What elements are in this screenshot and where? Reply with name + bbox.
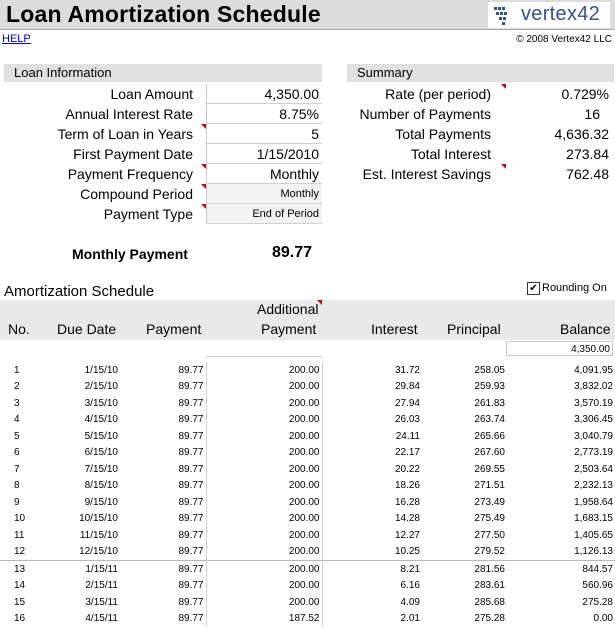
term-of-loan-input[interactable]: 5 — [206, 124, 322, 144]
table-row — [0, 544, 615, 561]
row-additional-payment[interactable]: 200.00 — [206, 578, 322, 595]
col-no: No. — [8, 321, 30, 337]
annual-interest-rate-input[interactable]: 8.75% — [206, 104, 322, 124]
row-additional-payment[interactable]: 200.00 — [206, 527, 322, 544]
payment-frequency-select[interactable]: Monthly — [206, 164, 322, 184]
row-due-date: 8/15/10 — [84, 480, 118, 492]
row-additional-payment[interactable]: 187.52 — [206, 611, 322, 628]
row-additional-payment[interactable]: 200.00 — [206, 494, 322, 511]
row-additional-payment[interactable]: 200.00 — [206, 561, 322, 578]
row-due-date: 1/15/10 — [84, 364, 118, 376]
row-principal: 265.66 — [474, 430, 505, 442]
rounding-label: Rounding On — [542, 282, 607, 294]
row-due-date: 3/15/11 — [85, 596, 118, 608]
row-additional-payment[interactable]: 200.00 — [206, 478, 322, 495]
row-interest: 10.25 — [394, 546, 420, 558]
row-balance: 3,832.02 — [574, 381, 613, 393]
logo-text: vertex42 — [521, 3, 601, 25]
row-interest: 27.94 — [394, 397, 420, 409]
row-no: 1 — [14, 364, 20, 376]
row-additional-payment[interactable]: 200.00 — [206, 511, 322, 528]
row-balance: 560.96 — [582, 580, 613, 592]
row-payment: 89.77 — [178, 397, 204, 409]
row-payment: 89.77 — [178, 580, 204, 592]
row-balance: 3,570.19 — [574, 397, 613, 409]
row-additional-payment[interactable]: 200.00 — [206, 395, 322, 412]
row-principal: 279.52 — [474, 546, 505, 558]
number-of-payments-label: Number of Payments — [359, 106, 491, 122]
term-of-loan-label: Term of Loan in Years — [57, 126, 193, 142]
row-principal: 261.83 — [474, 397, 505, 409]
est-interest-savings-value: 762.48 — [566, 166, 609, 182]
row-interest: 2.01 — [400, 613, 420, 625]
table-row — [0, 611, 615, 628]
row-additional-payment[interactable]: 200.00 — [206, 594, 322, 611]
row-payment: 89.77 — [178, 613, 204, 625]
col-interest: Interest — [371, 321, 418, 337]
rate-per-period-value: 0.729% — [561, 86, 609, 102]
row-additional-payment[interactable]: 200.00 — [206, 544, 322, 561]
comment-marker — [201, 184, 206, 189]
row-no: 15 — [14, 596, 26, 608]
schedule-heading: Amortization Schedule — [4, 283, 155, 300]
row-no: 16 — [14, 613, 26, 625]
total-interest-label: Total Interest — [410, 146, 491, 162]
table-row — [0, 594, 615, 611]
payment-type-label: Payment Type — [103, 206, 193, 222]
row-due-date: 12/15/10 — [79, 546, 118, 558]
row-no: 14 — [14, 580, 26, 592]
row-interest: 12.27 — [394, 529, 420, 541]
table-row — [0, 478, 615, 495]
col-additional: Additional — [257, 301, 319, 317]
table-row — [0, 578, 615, 595]
row-principal: 277.50 — [474, 529, 505, 541]
row-due-date: 11/15/10 — [79, 529, 118, 541]
row-interest: 16.28 — [394, 496, 420, 508]
row-no: 3 — [14, 397, 20, 409]
comment-marker — [201, 204, 206, 209]
total-payments-value: 4,636.32 — [554, 126, 609, 142]
row-principal: 283.61 — [474, 580, 505, 592]
table-row — [0, 395, 615, 412]
row-payment: 89.77 — [178, 430, 204, 442]
rounding-checkbox[interactable]: ✔ — [527, 282, 540, 295]
row-balance: 0.00 — [593, 613, 613, 625]
est-interest-savings-label: Est. Interest Savings — [362, 166, 491, 182]
row-due-date: 4/15/11 — [85, 613, 118, 625]
row-balance: 2,773.19 — [574, 447, 613, 459]
col-payment: Payment — [146, 321, 202, 337]
row-interest: 22.17 — [394, 447, 420, 459]
total-interest-value: 273.84 — [566, 146, 609, 162]
comment-marker — [501, 84, 506, 89]
row-payment: 89.77 — [178, 496, 204, 508]
col-balance: Balance — [560, 321, 611, 337]
row-principal: 258.05 — [474, 364, 505, 376]
comment-marker — [201, 124, 206, 129]
row-no: 9 — [14, 496, 20, 508]
row-payment: 89.77 — [178, 513, 204, 525]
row-additional-payment[interactable]: 200.00 — [206, 445, 322, 462]
row-principal: 285.68 — [474, 596, 505, 608]
row-due-date: 9/15/10 — [84, 496, 118, 508]
row-principal: 263.74 — [474, 414, 505, 426]
table-row — [0, 445, 615, 462]
row-additional-payment[interactable]: 200.00 — [206, 412, 322, 429]
row-payment: 89.77 — [178, 529, 204, 541]
row-no: 4 — [14, 414, 20, 426]
row-payment: 89.77 — [178, 447, 204, 459]
col-due-date: Due Date — [57, 321, 117, 337]
table-row — [0, 428, 615, 445]
row-balance: 1,126.13 — [574, 546, 613, 558]
row-no: 12 — [14, 546, 26, 558]
logo-icon — [492, 3, 522, 27]
comment-marker — [317, 300, 322, 305]
row-principal: 271.51 — [474, 480, 505, 492]
row-interest: 29.84 — [394, 381, 420, 393]
compound-period-label: Compound Period — [80, 186, 193, 202]
loan-amount-label: Loan Amount — [110, 86, 193, 102]
row-payment: 89.77 — [178, 381, 204, 393]
compound-period-select[interactable]: Monthly — [206, 184, 322, 204]
col-additional-payment: Payment — [261, 321, 317, 337]
row-principal: 281.56 — [422, 561, 507, 578]
monthly-payment-value: 89.77 — [271, 244, 312, 261]
row-principal: 269.55 — [474, 463, 505, 475]
row-due-date: 2/15/10 — [84, 381, 118, 393]
payment-type-select[interactable]: End of Period — [206, 204, 322, 224]
amortization-table — [0, 362, 615, 627]
col-principal: Principal — [447, 321, 501, 337]
copyright-text: © 2008 Vertex42 LLC — [516, 34, 612, 45]
row-balance: 1,958.64 — [574, 496, 613, 508]
row-interest: 14.28 — [394, 513, 420, 525]
row-due-date: 4/15/10 — [84, 414, 118, 426]
row-principal: 275.49 — [474, 513, 505, 525]
row-balance: 3,306.45 — [574, 414, 613, 426]
row-payment: 89.77 — [178, 414, 204, 426]
comment-marker — [201, 164, 206, 169]
row-no: 11 — [14, 529, 25, 541]
table-row — [0, 379, 615, 396]
row-balance: 1,405.65 — [574, 529, 613, 541]
first-payment-date-input[interactable]: 1/15/2010 — [206, 144, 322, 164]
row-additional-payment[interactable]: 200.00 — [206, 379, 322, 396]
row-due-date: 2/15/11 — [85, 580, 118, 592]
starting-balance: 4,350.00 — [506, 341, 613, 356]
row-balance: 275.28 — [582, 596, 613, 608]
row-no: 6 — [14, 447, 20, 459]
row-interest: 6.16 — [400, 580, 420, 592]
row-due-date: 10/15/10 — [79, 513, 118, 525]
row-principal: 273.49 — [474, 496, 505, 508]
row-balance: 4,091.95 — [574, 364, 613, 376]
row-payment: 89.77 — [178, 463, 204, 475]
summary-heading: Summary — [347, 64, 614, 82]
table-row — [0, 362, 615, 379]
table-row — [0, 511, 615, 528]
table-row — [0, 561, 615, 578]
row-balance: 844.57 — [507, 561, 615, 578]
total-payments-label: Total Payments — [395, 126, 491, 142]
row-additional-payment[interactable]: 200.00 — [206, 461, 322, 478]
table-row — [0, 461, 615, 478]
row-principal: 275.28 — [474, 613, 505, 625]
annual-interest-rate-label: Annual Interest Rate — [65, 106, 193, 122]
row-principal: 259.93 — [474, 381, 505, 393]
row-due-date: 7/15/10 — [84, 463, 118, 475]
row-no: 7 — [14, 463, 20, 475]
loan-info-heading: Loan Information — [4, 64, 322, 82]
page-title: Loan Amortization Schedule — [6, 1, 321, 27]
row-due-date: 6/15/10 — [84, 447, 118, 459]
monthly-payment-label: Monthly Payment — [72, 246, 188, 262]
table-row — [0, 412, 615, 429]
row-due-date: 1/15/11 — [40, 561, 120, 578]
row-interest: 4.09 — [400, 596, 420, 608]
table-row — [0, 494, 615, 511]
row-no: 13 — [0, 561, 40, 578]
row-no: 8 — [14, 480, 20, 492]
row-payment: 89.77 — [178, 596, 204, 608]
row-principal: 267.60 — [474, 447, 505, 459]
row-balance: 2,232.13 — [574, 480, 613, 492]
row-payment: 89.77 — [120, 561, 206, 578]
row-interest: 31.72 — [394, 364, 420, 376]
row-balance: 3,040.79 — [574, 430, 613, 442]
rate-per-period-label: Rate (per period) — [385, 86, 491, 102]
row-interest: 8.21 — [322, 561, 422, 578]
row-no: 10 — [14, 513, 26, 525]
help-link[interactable]: HELP — [2, 33, 31, 45]
row-payment: 89.77 — [178, 480, 204, 492]
row-interest: 20.22 — [394, 463, 420, 475]
row-due-date: 5/15/10 — [84, 430, 118, 442]
row-interest: 24.11 — [395, 430, 420, 442]
row-balance: 2,503.64 — [574, 463, 613, 475]
table-row — [0, 527, 615, 544]
loan-amount-input[interactable]: 4,350.00 — [206, 84, 322, 104]
row-payment: 89.77 — [178, 546, 204, 558]
row-payment: 89.77 — [178, 364, 204, 376]
first-payment-date-label: First Payment Date — [73, 146, 193, 162]
row-due-date: 3/15/10 — [84, 397, 118, 409]
row-interest: 18.26 — [394, 480, 420, 492]
row-additional-payment[interactable]: 200.00 — [206, 428, 322, 445]
row-no: 5 — [14, 430, 20, 442]
row-interest: 26.03 — [394, 414, 420, 426]
row-additional-payment[interactable]: 200.00 — [206, 362, 322, 379]
comment-marker — [501, 164, 506, 169]
payment-frequency-label: Payment Frequency — [67, 166, 193, 182]
divider — [206, 356, 322, 357]
row-no: 2 — [14, 381, 20, 393]
number-of-payments-value: 16 — [584, 106, 600, 122]
row-balance: 1,683.15 — [574, 513, 613, 525]
